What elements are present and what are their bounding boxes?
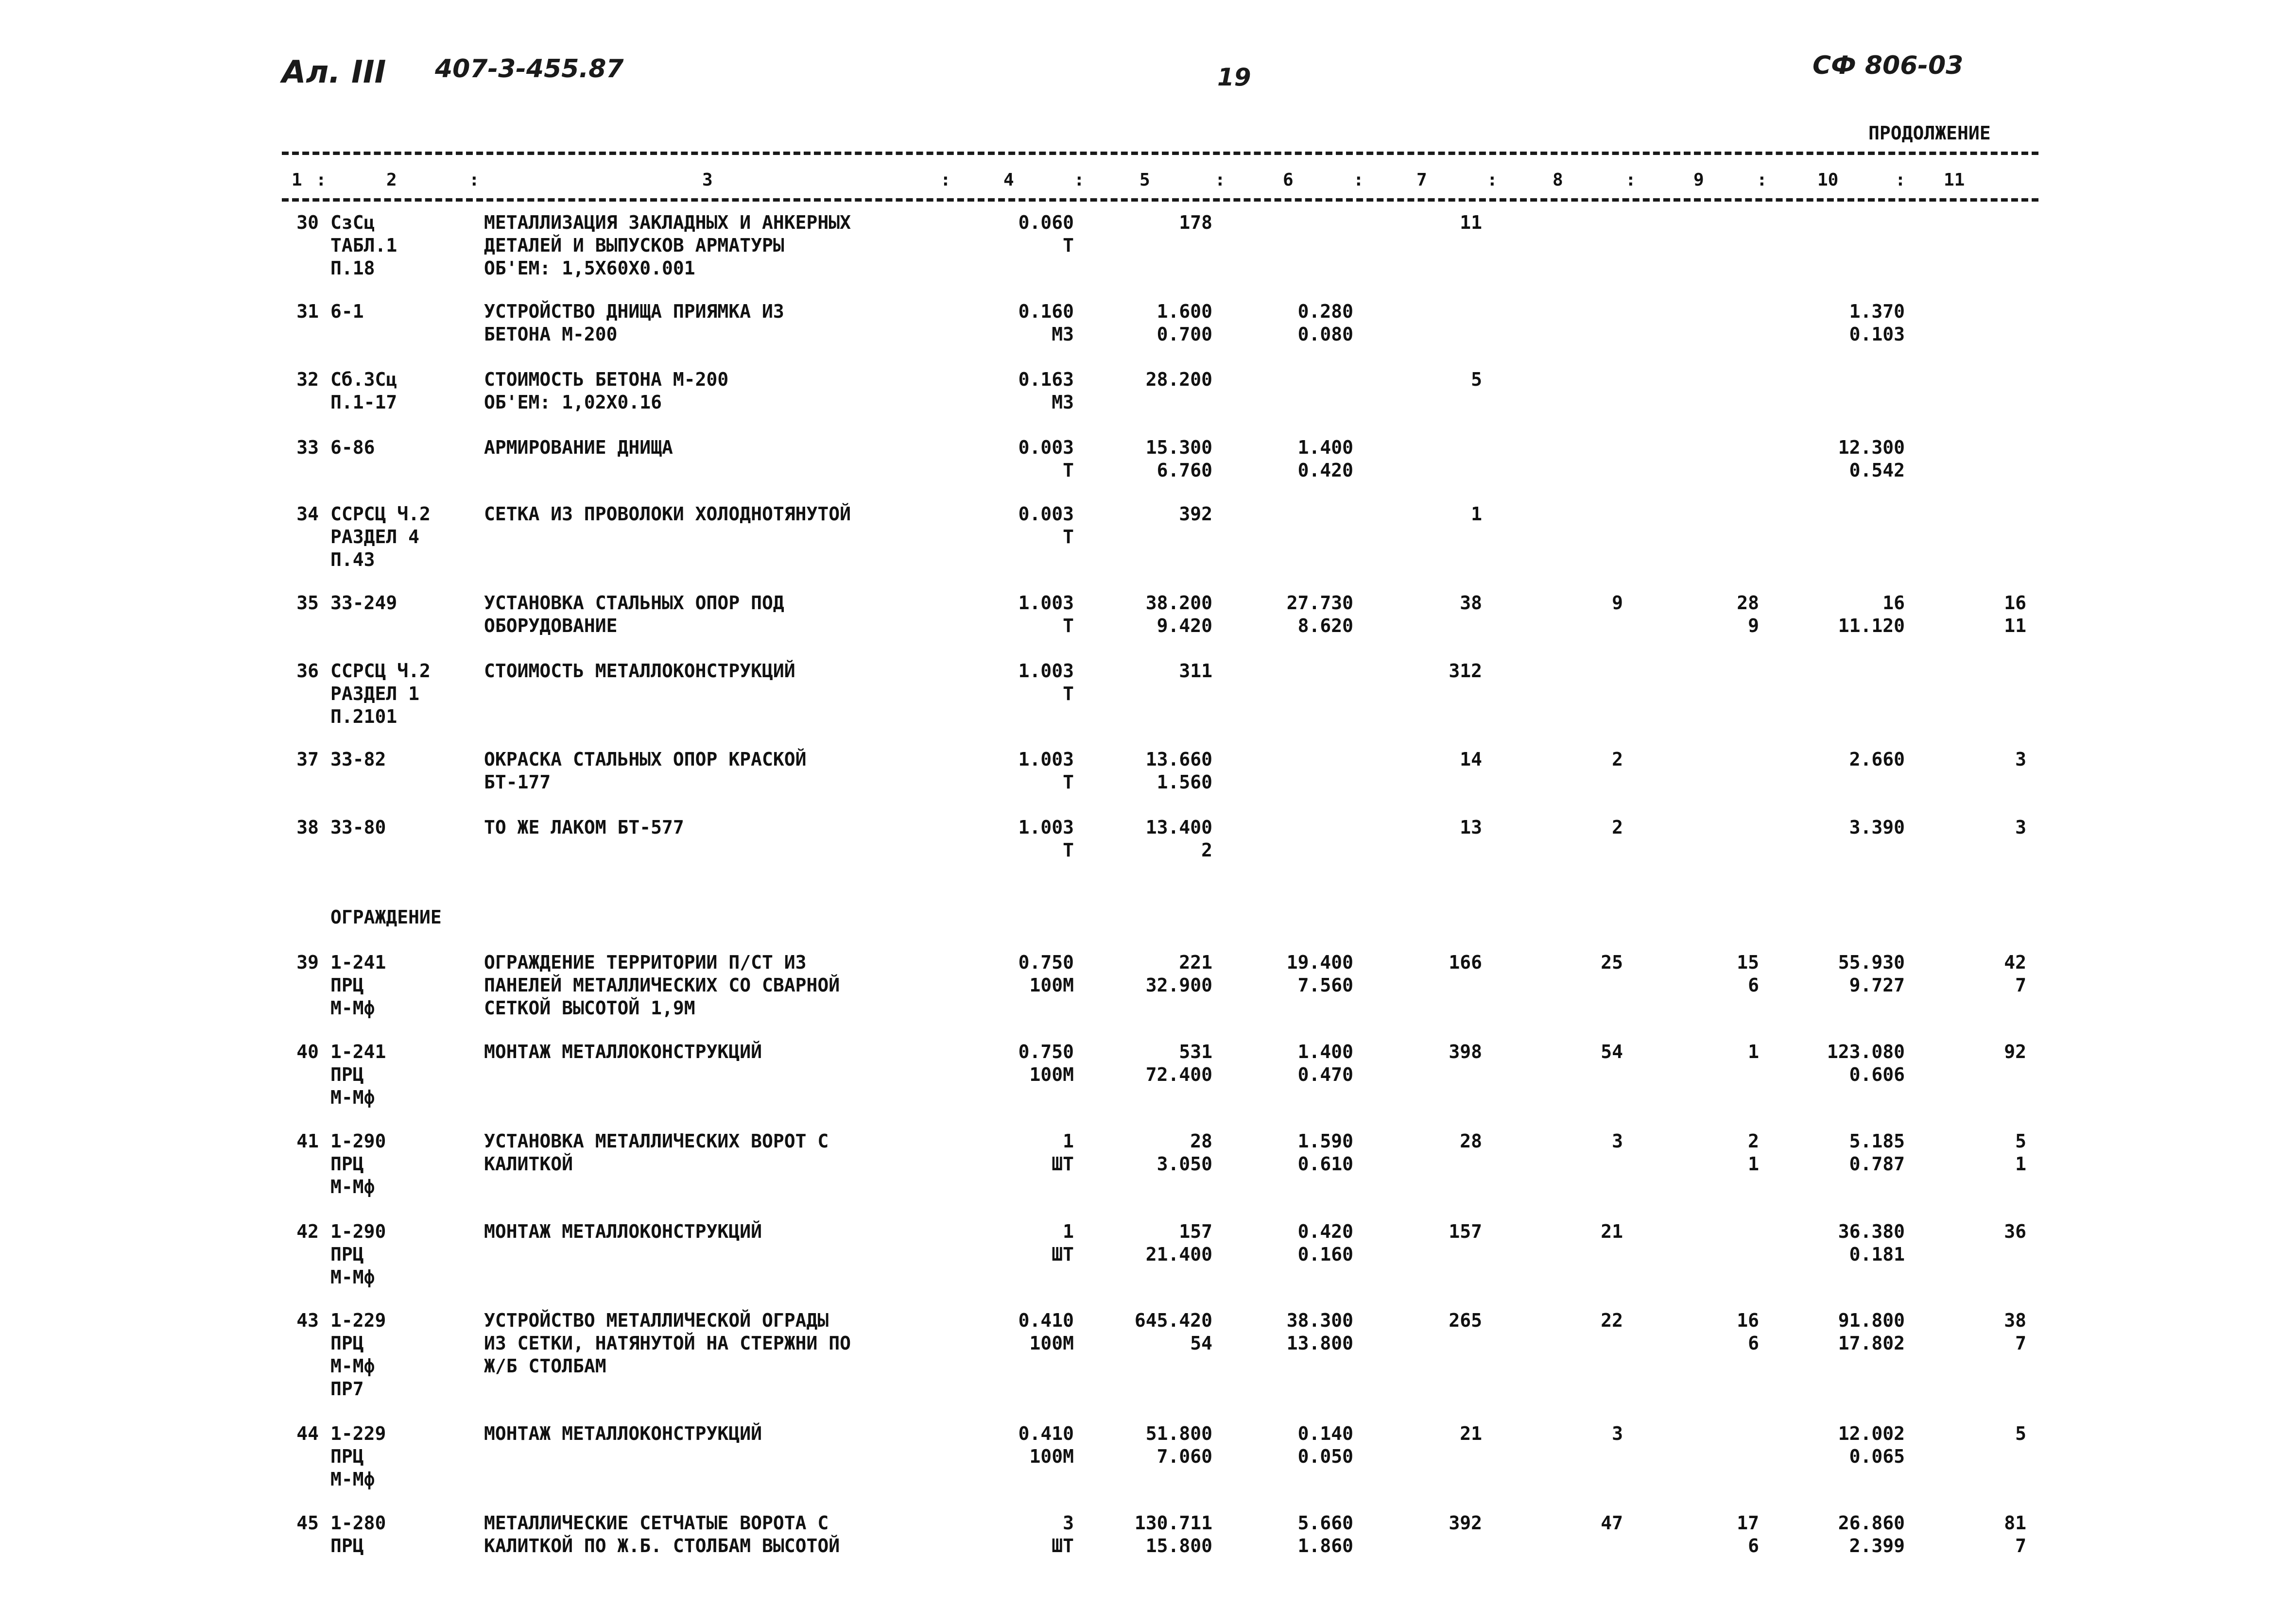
quantity-unit: 3 ШТ <box>1052 1512 1074 1556</box>
col7-value: 28 <box>1460 1130 1482 1152</box>
rate-code: 1-229 ПРЦ М-Мф <box>330 1423 386 1490</box>
quantity-unit: 1.003 Т <box>1018 749 1074 793</box>
col-header-11: 11 <box>1944 170 1965 190</box>
work-description: МОНТАЖ МЕТАЛЛОКОНСТРУКЦИЙ <box>484 1041 762 1062</box>
col-header-4: 4 <box>1003 170 1014 190</box>
quantity-unit: 0.003 Т <box>1018 437 1074 481</box>
work-description: МОНТАЖ МЕТАЛЛОКОНСТРУКЦИЙ <box>484 1423 762 1444</box>
col-separator: : <box>1353 170 1364 190</box>
rate-code: 1-280 ПРЦ <box>330 1512 386 1556</box>
col7-value: 265 <box>1449 1310 1482 1331</box>
col5-value: 178 <box>1179 212 1212 233</box>
col8-value: 2 <box>1612 817 1623 838</box>
quantity-unit: 1.003 Т <box>1018 817 1074 861</box>
col8-value: 2 <box>1612 749 1623 770</box>
col11-value: 81 7 <box>2004 1512 2026 1556</box>
work-description: МОНТАЖ МЕТАЛЛОКОНСТРУКЦИЙ <box>484 1221 762 1242</box>
work-description: ОГРАЖДЕНИЕ ТЕРРИТОРИИ П/СТ ИЗ ПАНЕЛЕЙ МЕТАЛЛИЧЕСКИХ СО СВАРНОЙ СЕТКОЙ ВЫСОТОЙ 1,9М <box>484 952 840 1019</box>
col-separator: : <box>1074 170 1085 190</box>
col7-value: 312 <box>1449 660 1482 682</box>
col9-value: 1 <box>1748 1041 1759 1062</box>
col9-value: 15 6 <box>1737 952 1759 996</box>
work-description: СЕТКА ИЗ ПРОВОЛОКИ ХОЛОДНОТЯНУТОЙ <box>484 503 851 525</box>
table-header <box>0 170 2296 194</box>
col7-value: 392 <box>1449 1512 1482 1534</box>
col6-value: 5.660 1.860 <box>1297 1512 1353 1556</box>
col11-value: 16 11 <box>2004 592 2026 636</box>
col5-value: 51.800 7.060 <box>1145 1423 1212 1467</box>
col9-value: 17 6 <box>1737 1512 1759 1556</box>
rate-code: 6-1 <box>330 301 364 322</box>
col-header-2: 2 <box>386 170 397 190</box>
col5-value: 38.200 9.420 <box>1145 592 1212 636</box>
col9-value: 28 9 <box>1737 592 1759 636</box>
project-code: 407-3-455.87 <box>435 54 624 84</box>
col6-value: 1.400 0.420 <box>1297 437 1353 481</box>
rate-code: Сб.3Сц П.1-17 <box>330 369 397 413</box>
col10-value: 36.380 0.181 <box>1838 1221 1905 1265</box>
col6-value: 38.300 13.800 <box>1286 1310 1353 1354</box>
col7-value: 21 <box>1460 1423 1482 1444</box>
row-number: 33 <box>296 437 319 458</box>
table-top-rule <box>282 152 2038 155</box>
col6-value: 27.730 8.620 <box>1286 592 1353 636</box>
col5-value: 28.200 <box>1145 369 1212 390</box>
col5-value: 157 21.400 <box>1145 1221 1212 1265</box>
col8-value: 9 <box>1612 592 1623 614</box>
col5-value: 1.600 0.700 <box>1157 301 1212 345</box>
col8-value: 25 <box>1601 952 1623 973</box>
quantity-unit: 0.750 100М <box>1018 1041 1074 1085</box>
col5-value: 15.300 6.760 <box>1145 437 1212 481</box>
quantity-unit: 0.160 М3 <box>1018 301 1074 345</box>
work-description: МЕТАЛЛИЧЕСКИЕ СЕТЧАТЫЕ ВОРОТА С КАЛИТКОЙ ПО Ж.Б. СТОЛБАМ ВЫСОТОЙ <box>484 1512 840 1556</box>
document-code: СФ 806-03 <box>1813 51 1964 80</box>
page-number: 19 <box>1217 63 1251 91</box>
col10-value: 55.930 9.727 <box>1838 952 1905 996</box>
rate-code: 33-80 <box>330 817 386 838</box>
col-header-5: 5 <box>1139 170 1150 190</box>
row-number: 35 <box>296 592 319 614</box>
col7-value: 1 <box>1471 503 1482 525</box>
col10-value: 16 11.120 <box>1838 592 1905 636</box>
col7-value: 166 <box>1449 952 1482 973</box>
col8-value: 54 <box>1601 1041 1623 1062</box>
work-description: ОКРАСКА СТАЛЬНЫХ ОПОР КРАСКОЙ БТ-177 <box>484 749 807 793</box>
col7-value: 157 <box>1449 1221 1482 1242</box>
col10-value: 1.370 0.103 <box>1849 301 1905 345</box>
col7-value: 398 <box>1449 1041 1482 1062</box>
row-number: 39 <box>296 952 319 973</box>
col11-value: 36 <box>2004 1221 2026 1242</box>
row-number: 36 <box>296 660 319 682</box>
quantity-unit: 1.003 Т <box>1018 660 1074 704</box>
col6-value: 0.420 0.160 <box>1297 1221 1353 1265</box>
section-title: ОГРАЖДЕНИЕ <box>330 906 442 928</box>
col11-value: 5 1 <box>2015 1130 2026 1175</box>
col5-value: 531 72.400 <box>1145 1041 1212 1085</box>
col6-value: 0.140 0.050 <box>1297 1423 1353 1467</box>
quantity-unit: 0.060 Т <box>1018 212 1074 256</box>
quantity-unit: 0.750 100М <box>1018 952 1074 996</box>
col8-value: 3 <box>1612 1423 1623 1444</box>
col5-value: 645.420 54 <box>1134 1310 1212 1354</box>
row-number: 43 <box>296 1310 319 1331</box>
col-separator: : <box>1215 170 1226 190</box>
quantity-unit: 1.003 Т <box>1018 592 1074 636</box>
col11-value: 38 7 <box>2004 1310 2026 1354</box>
col10-value: 91.800 17.802 <box>1838 1310 1905 1354</box>
col-header-10: 10 <box>1817 170 1839 190</box>
continuation-label: ПРОДОЛЖЕНИЕ <box>1868 122 1991 144</box>
col11-value: 5 <box>2015 1423 2026 1444</box>
col10-value: 12.300 0.542 <box>1838 437 1905 481</box>
col10-value: 2.660 <box>1849 749 1905 770</box>
quantity-unit: 1 ШТ <box>1052 1130 1074 1175</box>
rate-code: 6-86 <box>330 437 375 458</box>
quantity-unit: 1 ШТ <box>1052 1221 1074 1265</box>
col8-value: 21 <box>1601 1221 1623 1242</box>
rate-code: 1-290 ПРЦ М-Мф <box>330 1130 386 1197</box>
col-header-7: 7 <box>1416 170 1427 190</box>
col6-value: 19.400 7.560 <box>1286 952 1353 996</box>
col-header-9: 9 <box>1693 170 1704 190</box>
work-description: СТОИМОСТЬ МЕТАЛЛОКОНСТРУКЦИЙ <box>484 660 795 682</box>
quantity-unit: 0.163 М3 <box>1018 369 1074 413</box>
col-header-8: 8 <box>1553 170 1563 190</box>
work-description: УСТАНОВКА СТАЛЬНЫХ ОПОР ПОД ОБОРУДОВАНИЕ <box>484 592 784 636</box>
rate-code: 1-290 ПРЦ М-Мф <box>330 1221 386 1288</box>
rate-code: 1-229 ПРЦ М-Мф ПР7 <box>330 1310 386 1400</box>
col9-value: 2 1 <box>1748 1130 1759 1175</box>
rate-code: ССРСЦ Ч.2 РАЗДЕЛ 4 П.43 <box>330 503 431 570</box>
col7-value: 38 <box>1460 592 1482 614</box>
col11-value: 3 <box>2015 749 2026 770</box>
rate-code: СзСц ТАБЛ.1 П.18 <box>330 212 397 279</box>
col5-value: 28 3.050 <box>1157 1130 1212 1175</box>
col6-value: 1.400 0.470 <box>1297 1041 1353 1085</box>
col5-value: 13.660 1.560 <box>1145 749 1212 793</box>
col5-value: 221 32.900 <box>1145 952 1212 996</box>
col-separator: : <box>1757 170 1767 190</box>
row-number: 31 <box>296 301 319 322</box>
rate-code: 33-249 <box>330 592 397 614</box>
work-description: СТОИМОСТЬ БЕТОНА М-200 ОБ'ЕМ: 1,02Х0.16 <box>484 369 729 413</box>
col-separator: : <box>940 170 951 190</box>
col10-value: 3.390 <box>1849 817 1905 838</box>
col10-value: 26.860 2.399 <box>1838 1512 1905 1556</box>
col-separator: : <box>1487 170 1498 190</box>
row-number: 40 <box>296 1041 319 1062</box>
col11-value: 92 <box>2004 1041 2026 1062</box>
row-number: 44 <box>296 1423 319 1444</box>
rate-code: 33-82 <box>330 749 386 770</box>
col-separator: : <box>316 170 327 190</box>
work-description: УСТРОЙСТВО МЕТАЛЛИЧЕСКОЙ ОГРАДЫ ИЗ СЕТКИ, НАТЯНУТОЙ НА СТЕРЖНИ ПО Ж/Б СТОЛБАМ <box>484 1310 851 1377</box>
col-separator: : <box>1895 170 1906 190</box>
work-description: УСТАНОВКА МЕТАЛЛИЧЕСКИХ ВОРОТ С КАЛИТКОЙ <box>484 1130 829 1175</box>
rate-code: ССРСЦ Ч.2 РАЗДЕЛ 1 П.2101 <box>330 660 431 727</box>
col8-value: 22 <box>1601 1310 1623 1331</box>
row-number: 45 <box>296 1512 319 1534</box>
row-number: 37 <box>296 749 319 770</box>
row-number: 41 <box>296 1130 319 1152</box>
col7-value: 5 <box>1471 369 1482 390</box>
col6-value: 0.280 0.080 <box>1297 301 1353 345</box>
row-number: 38 <box>296 817 319 838</box>
col-header-1: 1 <box>292 170 302 190</box>
work-description: УСТРОЙСТВО ДНИЩА ПРИЯМКА ИЗ БЕТОНА М-200 <box>484 301 784 345</box>
col7-value: 11 <box>1460 212 1482 233</box>
col5-value: 130.711 15.800 <box>1134 1512 1212 1556</box>
work-description: МЕТАЛЛИЗАЦИЯ ЗАКЛАДНЫХ И АНКЕРНЫХ ДЕТАЛЕЙ И ВЫПУСКОВ АРМАТУРЫ ОБ'ЕМ: 1,5Х60Х0.001 <box>484 212 851 279</box>
row-number: 32 <box>296 369 319 390</box>
row-number: 34 <box>296 503 319 525</box>
work-description: ТО ЖЕ ЛАКОМ БТ-577 <box>484 817 684 838</box>
header-bottom-rule <box>282 198 2038 202</box>
rate-code: 1-241 ПРЦ М-Мф <box>330 1041 386 1108</box>
sheet-mark: Ал. III <box>282 54 386 90</box>
col-separator: : <box>469 170 480 190</box>
col11-value: 42 7 <box>2004 952 2026 996</box>
col-header-3: 3 <box>702 170 713 190</box>
col-separator: : <box>1625 170 1636 190</box>
col5-value: 13.400 2 <box>1145 817 1212 861</box>
row-number: 42 <box>296 1221 319 1242</box>
col10-value: 5.185 0.787 <box>1849 1130 1905 1175</box>
quantity-unit: 0.410 100М <box>1018 1310 1074 1354</box>
col9-value: 16 6 <box>1737 1310 1759 1354</box>
quantity-unit: 0.410 100М <box>1018 1423 1074 1467</box>
row-number: 30 <box>296 212 319 233</box>
col7-value: 14 <box>1460 749 1482 770</box>
col8-value: 3 <box>1612 1130 1623 1152</box>
col10-value: 12.002 0.065 <box>1838 1423 1905 1467</box>
col5-value: 392 <box>1179 503 1212 525</box>
quantity-unit: 0.003 Т <box>1018 503 1074 547</box>
col10-value: 123.080 0.606 <box>1827 1041 1905 1085</box>
work-description: АРМИРОВАНИЕ ДНИЩА <box>484 437 673 458</box>
col7-value: 13 <box>1460 817 1482 838</box>
col5-value: 311 <box>1179 660 1212 682</box>
col-header-6: 6 <box>1283 170 1294 190</box>
rate-code: 1-241 ПРЦ М-Мф <box>330 952 386 1019</box>
col11-value: 3 <box>2015 817 2026 838</box>
col6-value: 1.590 0.610 <box>1297 1130 1353 1175</box>
col8-value: 47 <box>1601 1512 1623 1534</box>
